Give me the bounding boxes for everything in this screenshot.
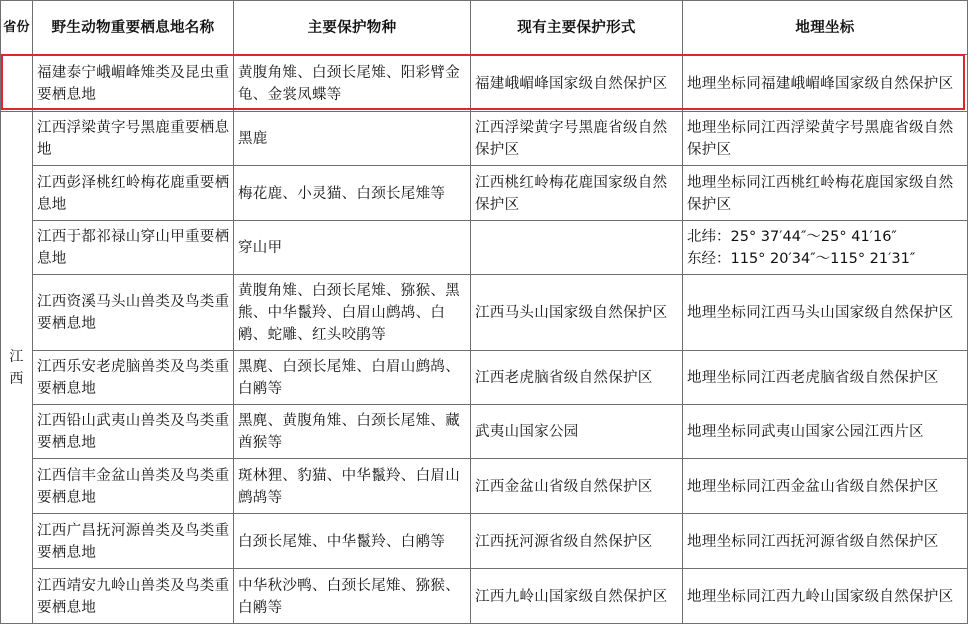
province-cell-merged [1, 112, 33, 624]
coordinates-cell: 地理坐标同江西九岭山国家级自然保护区 [683, 569, 968, 624]
protection-cell: 福建峨嵋峰国家级自然保护区 [471, 55, 683, 112]
coordinates-cell: 地理坐标同江西马头山国家级自然保护区 [683, 275, 968, 351]
habitat-name-cell: 江西资溪马头山兽类及鸟类重要栖息地 [33, 275, 234, 351]
species-cell: 中华秋沙鸭、白颈长尾雉、猕猴、白鹇等 [234, 569, 471, 624]
species-cell: 穿山甲 [234, 221, 471, 275]
coordinates-cell: 地理坐标同武夷山国家公园江西片区 [683, 405, 968, 459]
header-protection-form: 现有主要保护形式 [471, 1, 683, 55]
table-row [1, 166, 968, 221]
header-coordinates: 地理坐标 [683, 1, 968, 55]
table-row [1, 221, 968, 275]
habitat-name-cell: 江西靖安九岭山兽类及鸟类重要栖息地 [33, 569, 234, 624]
habitat-name-cell: 江西广昌抚河源兽类及鸟类重要栖息地 [33, 514, 234, 569]
coordinates-cell: 地理坐标同福建峨嵋峰国家级自然保护区 [683, 55, 968, 112]
coordinates-cell: 地理坐标同江西抚河源省级自然保护区 [683, 514, 968, 569]
protection-cell: 江西马头山国家级自然保护区 [471, 275, 683, 351]
table-row [1, 351, 968, 405]
table-row [1, 459, 968, 514]
protection-cell: 江西金盆山省级自然保护区 [471, 459, 683, 514]
habitat-name-cell: 江西彭泽桃红岭梅花鹿重要栖息地 [33, 166, 234, 221]
species-cell: 梅花鹿、小灵猫、白颈长尾雉等 [234, 166, 471, 221]
protection-cell: 武夷山国家公园 [471, 405, 683, 459]
header-province: 省份 [1, 1, 33, 55]
coordinates-cell: 地理坐标同江西浮梁黄字号黑鹿省级自然保护区 [683, 112, 968, 166]
header-habitat-name: 野生动物重要栖息地名称 [33, 1, 234, 55]
protection-cell [471, 221, 683, 275]
table-row [1, 275, 968, 351]
province-cell [1, 55, 33, 112]
coordinates-cell: 地理坐标同江西桃红岭梅花鹿国家级自然保护区 [683, 166, 968, 221]
habitat-name-cell: 江西浮梁黄字号黑鹿重要栖息地 [33, 112, 234, 166]
habitat-name-cell: 福建泰宁峨嵋峰雉类及昆虫重要栖息地 [33, 55, 234, 112]
latitude-range: 北纬：25° 37′44″～25° 41′16″ [687, 229, 897, 245]
protection-cell: 江西九岭山国家级自然保护区 [471, 569, 683, 624]
table-row [1, 569, 968, 624]
protection-cell: 江西抚河源省级自然保护区 [471, 514, 683, 569]
species-cell: 黑麂、白颈长尾雉、白眉山鹧鸪、白鹇等 [234, 351, 471, 405]
table-row [1, 112, 968, 166]
habitat-name-cell: 江西乐安老虎脑兽类及鸟类重要栖息地 [33, 351, 234, 405]
province-jiangxi: 江西 [9, 348, 24, 387]
longitude-range: 东经：115° 20′34″～115° 21′31″ [687, 251, 916, 267]
species-cell: 黄腹角雉、白颈长尾雉、猕猴、黑熊、中华鬣羚、白眉山鹧鸪、白鹇、蛇雕、红头咬鹃等 [234, 275, 471, 351]
coordinates-cell: 地理坐标同江西老虎脑省级自然保护区 [683, 351, 968, 405]
header-protected-species: 主要保护物种 [234, 1, 471, 55]
header-row [1, 1, 968, 55]
habitat-name-cell: 江西于都祁禄山穿山甲重要栖息地 [33, 221, 234, 275]
protection-cell: 江西桃红岭梅花鹿国家级自然保护区 [471, 166, 683, 221]
habitat-name-cell: 江西铅山武夷山兽类及鸟类重要栖息地 [33, 405, 234, 459]
species-cell: 黑鹿 [234, 112, 471, 166]
protection-cell: 江西浮梁黄字号黑鹿省级自然保护区 [471, 112, 683, 166]
coordinates-cell: 地理坐标同江西金盆山省级自然保护区 [683, 459, 968, 514]
habitat-name-cell: 江西信丰金盆山兽类及鸟类重要栖息地 [33, 459, 234, 514]
coordinates-cell [683, 221, 968, 275]
species-cell: 白颈长尾雉、中华鬣羚、白鹇等 [234, 514, 471, 569]
table-row [1, 514, 968, 569]
species-cell: 斑林狸、豹猫、中华鬣羚、白眉山鹧鸪等 [234, 459, 471, 514]
table-row [1, 405, 968, 459]
protection-cell: 江西老虎脑省级自然保护区 [471, 351, 683, 405]
species-cell: 黄腹角雉、白颈长尾雉、阳彩臂金龟、金裳凤蝶等 [234, 55, 471, 112]
table-row [1, 55, 968, 112]
species-cell: 黑麂、黄腹角雉、白颈长尾雉、藏酋猴等 [234, 405, 471, 459]
